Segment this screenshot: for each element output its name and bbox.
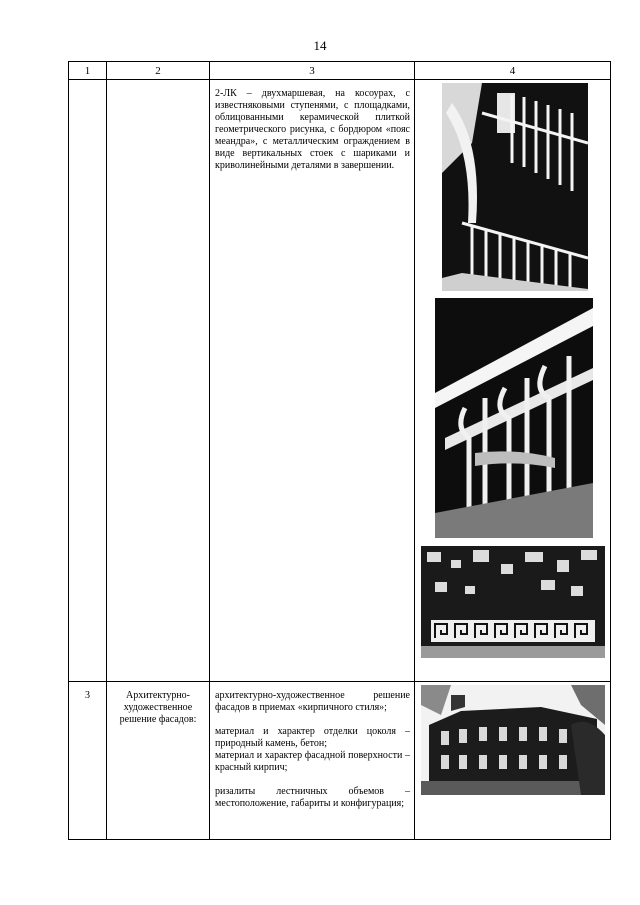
table-header-row xyxy=(69,62,611,80)
row-b-number-cell xyxy=(69,682,107,840)
row-a-number-cell xyxy=(69,80,107,682)
facade-item: материал и характер отделки цоколя – природный камень, бетон; xyxy=(215,726,410,749)
row-b-description-cell xyxy=(210,682,415,840)
row-a-label-cell xyxy=(107,80,210,682)
facade-item: ризалиты лестничных объемов – местоположение, габариты и конфигурация; xyxy=(215,786,410,809)
row-b-label: Архитектурно-художественное решение фасадов: xyxy=(119,690,197,725)
facade-item: архитектурно-художественное решение фасадов в приемах «кирпичного стиля»; xyxy=(215,690,410,713)
staircase-description: 2-ЛК – двухмаршевая, на косоурах, с известняковыми ступенями, с площадками, облицованными керамической плиткой геометрического рисунка, с бордюром «пояс меандра», с металлическим ограждением в виде вертикальных стоек с шариками и криволинейными деталями в завершении. xyxy=(215,88,410,171)
page-number: 14 xyxy=(313,38,327,53)
staircase-railing-photo xyxy=(442,83,588,291)
header-cell-2: 2 xyxy=(107,62,210,80)
row-b-number: 3 xyxy=(85,690,90,701)
row-a-photo-cell xyxy=(415,80,611,682)
header-cell-3: 3 xyxy=(210,62,415,80)
row-b-label-cell xyxy=(107,682,210,840)
row-b-photo-cell xyxy=(415,682,611,840)
railing-closeup-photo xyxy=(435,298,593,538)
brick-facade-photo xyxy=(421,685,605,795)
document-table xyxy=(68,61,611,840)
meander-tile-floor-photo xyxy=(421,546,605,658)
table-row xyxy=(69,80,611,682)
row-a-description-cell xyxy=(210,80,415,682)
facade-item: материал и характер фасадной поверхности – красный кирпич; xyxy=(215,750,410,773)
facade-description xyxy=(210,682,414,810)
header-cell-1: 1 xyxy=(69,62,107,80)
header-cell-4: 4 xyxy=(415,62,611,80)
table-row xyxy=(69,682,611,840)
